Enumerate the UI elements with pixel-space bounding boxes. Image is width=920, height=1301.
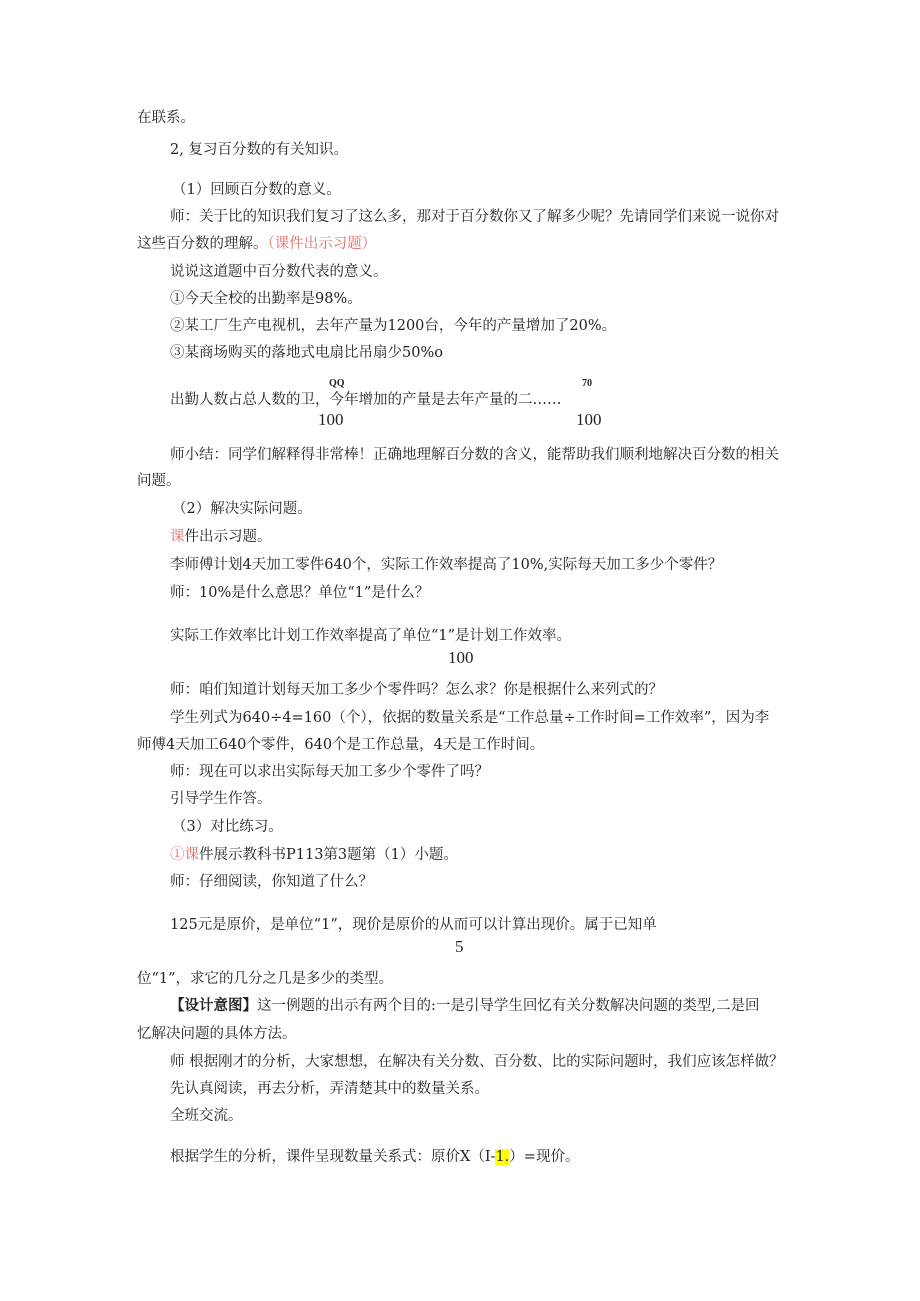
courseware-note: （课件出示习题） bbox=[267, 236, 377, 252]
subsection-heading: （1）回顾百分数的意义。 bbox=[172, 182, 341, 198]
list-item: ①今天全校的出勤率是98%。 bbox=[170, 291, 362, 307]
paragraph-line: 李师傅计划4天加工零件640个，实际工作效率提高了10%,实际每天加工多少个零件？ bbox=[170, 557, 723, 573]
paragraph-line: 师 根据刚才的分析，大家想想，在解决有关分数、百分数、比的实际问题时，我们应该怎样做？ bbox=[170, 1054, 784, 1070]
paragraph-line bbox=[170, 846, 458, 864]
paragraph-line: 引导学生作答。 bbox=[170, 791, 272, 807]
list-item: ②某工厂生产电视机，去年产量为1200台，今年的产量增加了20%。 bbox=[170, 318, 617, 334]
paragraph-line: 忆解决问题的具体方法。 bbox=[137, 1026, 297, 1042]
paragraph-line: 师小结：同学们解释得非常棒！正确地理解百分数的含义，能帮助我们顺利地解决百分数的相关 bbox=[170, 447, 779, 463]
courseware-mark: 课 bbox=[170, 529, 185, 545]
design-intent bbox=[170, 997, 760, 1015]
paragraph-line: 学生列式为640÷4=160（个），依据的数量关系是“工作总量÷工作时间=工作效率”，因为李 bbox=[170, 710, 770, 726]
paragraph-line: 师：10%是什么意思？单位“1”是什么？ bbox=[170, 585, 430, 601]
text: 这一例题的出示有两个目的:一是引导学生回忆有关分数解决问题的类型,二是回 bbox=[257, 998, 760, 1014]
courseware-mark: ①课 bbox=[170, 847, 199, 863]
paragraph-line: 全班交流。 bbox=[170, 1108, 243, 1124]
paragraph-line: 问题。 bbox=[137, 473, 181, 489]
section-heading: 2, 复习百分数的有关知识。 bbox=[170, 142, 348, 158]
paragraph-line: 师：咱们知道计划每天加工多少个零件吗？怎么求？你是根据什么来列式的？ bbox=[170, 682, 663, 698]
text: 根据学生的分析，课件呈现数量关系式：原价X（I- bbox=[170, 1149, 496, 1165]
text: ）=现价。 bbox=[509, 1149, 580, 1165]
design-intent-label: 【设计意图】 bbox=[170, 997, 257, 1014]
text: 这些百分数的理解。 bbox=[137, 236, 268, 252]
fraction-numerator: QQ bbox=[329, 378, 345, 389]
highlighted-text: 1. bbox=[495, 1149, 510, 1165]
paragraph-line bbox=[137, 235, 376, 253]
paragraph-line: 实际工作效率比计划工作效率提高了单位“1”是计划工作效率。 bbox=[170, 628, 572, 644]
text: 件展示教科书P113第3题第（1）小题。 bbox=[199, 847, 458, 863]
paragraph-line: 先认真阅读，再去分析，弄清楚其中的数量关系。 bbox=[170, 1081, 489, 1097]
paragraph-line bbox=[170, 528, 272, 546]
text: 件出示习题。 bbox=[184, 529, 272, 545]
fraction-numerator: 70 bbox=[582, 378, 592, 389]
list-item: ③某商场购买的落地式电扇比吊扇少50%o bbox=[170, 345, 443, 361]
paragraph-line: 师：关于比的知识我们复习了这么多，那对于百分数你又了解多少呢？先请同学们来说一说你对 bbox=[170, 209, 779, 225]
fraction-denominator: 100 bbox=[318, 410, 344, 429]
paragraph-line: 在联系。 bbox=[137, 110, 195, 126]
fraction-denominator: 100 bbox=[576, 410, 602, 429]
subsection-heading: （3）对比练习。 bbox=[172, 819, 283, 835]
formula-line bbox=[170, 1148, 579, 1166]
fraction-denominator: 100 bbox=[448, 648, 474, 667]
paragraph-line: 师：现在可以求出实际每天加工多少个零件了吗？ bbox=[170, 764, 489, 780]
subsection-heading: （2）解决实际问题。 bbox=[172, 501, 312, 517]
paragraph-line: 125元是原价，是单位“1”，现价是原价的从而可以计算出现价。属于已知单 bbox=[170, 917, 657, 933]
paragraph-line: 师傅4天加工640个零件，640个是工作总量，4天是工作时间。 bbox=[137, 737, 545, 753]
paragraph-line: 师：仔细阅读，你知道了什么？ bbox=[170, 874, 373, 890]
paragraph-line: 出勤人数占总人数的卫，今年增加的产量是去年产量的二…… bbox=[170, 392, 562, 408]
fraction-denominator: 5 bbox=[455, 937, 464, 956]
paragraph-line: 说说这道题中百分数代表的意义。 bbox=[170, 264, 388, 280]
paragraph-line: 位“1”，求它的几分之几是多少的类型。 bbox=[137, 971, 394, 987]
